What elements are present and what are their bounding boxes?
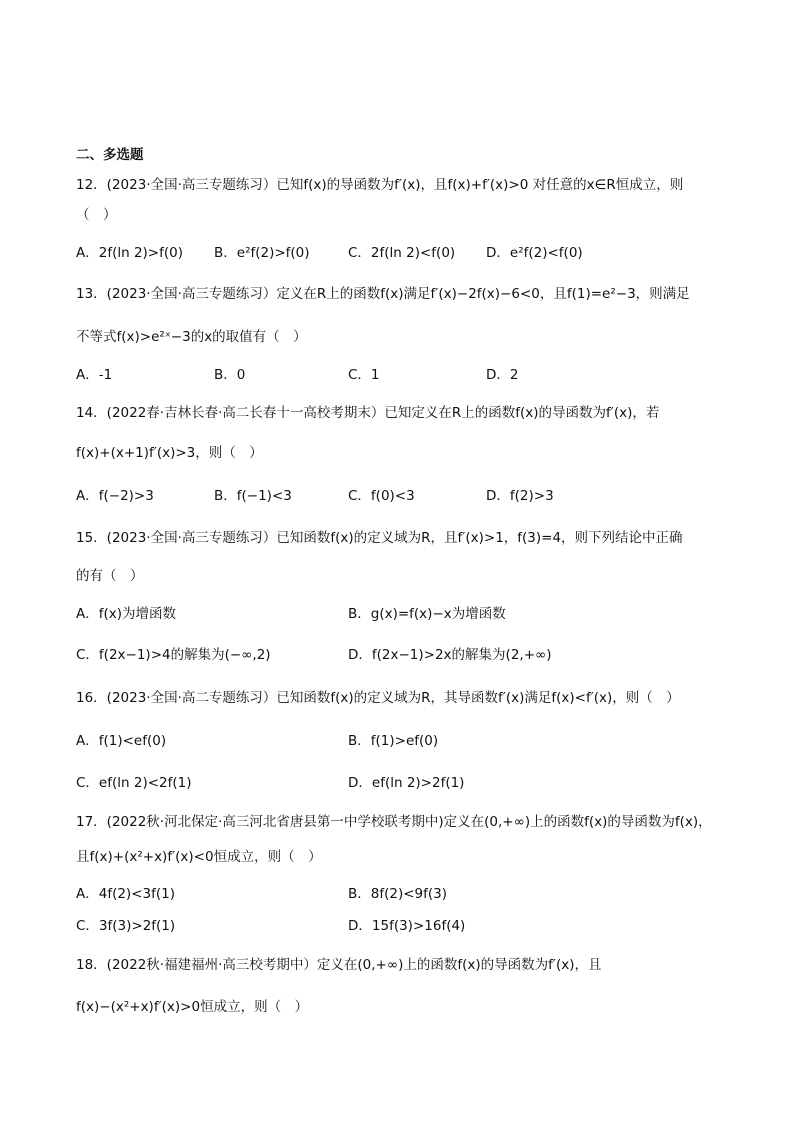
question-12-option-a: A．2f(ln 2)>f(0) <box>76 245 183 261</box>
question-13-stem: 13．(2023·全国·高三专题练习）定义在R上的函数f(x)满足f′(x)−2f(x)−6<0，且f(1)=e²−3，则满足 <box>76 286 690 302</box>
question-15-option-b: B．g(x)=f(x)−x为增函数 <box>348 606 506 622</box>
question-17-option-d: D．15f(3)>16f(4) <box>348 918 466 934</box>
question-13-stem-cont: 不等式f(x)>e²ˣ−3的x的取值有（ ） <box>76 329 307 345</box>
question-14-option-a: A．f(−2)>3 <box>76 488 154 504</box>
question-15-stem-cont: 的有（ ） <box>76 568 144 584</box>
question-16-option-b: B．f(1)>ef(0) <box>348 733 439 749</box>
question-17-option-a: A．4f(2)<3f(1) <box>76 886 175 902</box>
question-13-option-a: A．-1 <box>76 367 113 383</box>
question-12-option-b: B．e²f(2)>f(0) <box>214 245 310 261</box>
question-12-stem-cont: （ ） <box>76 207 117 223</box>
question-15-option-d: D．f(2x−1)>2x的解集为(2,+∞) <box>348 647 552 663</box>
question-12-option-c: C．2f(ln 2)<f(0) <box>348 245 456 261</box>
question-17-option-c: C．3f(3)>2f(1) <box>76 918 176 934</box>
question-18-stem: 18．(2022秋·福建福州·高三校考期中）定义在(0,+∞)上的函数f(x)的导函数为f′(x)，且 <box>76 957 602 973</box>
section-title: 二、多选题 <box>76 147 144 163</box>
question-14-option-b: B．f(−1)<3 <box>214 488 292 504</box>
question-15-stem: 15．(2023·全国·高三专题练习）已知函数f(x)的定义域为R，且f′(x)>1，f(3)=4，则下列结论中正确 <box>76 530 683 546</box>
question-13-option-d: D．2 <box>486 367 519 383</box>
question-16-stem: 16．(2023·全国·高二专题练习）已知函数f(x)的定义域为R，其导函数f′(x)满足f(x)<f′(x)，则（ ） <box>76 690 680 706</box>
question-13-option-b: B．0 <box>214 367 246 383</box>
question-14-option-c: C．f(0)<3 <box>348 488 415 504</box>
question-13-option-c: C．1 <box>348 367 380 383</box>
question-18-stem-cont: f(x)−(x²+x)f′(x)>0恒成立，则（ ） <box>76 999 309 1015</box>
question-14-stem: 14．(2022春·吉林长春·高二长春十一高校考期末）已知定义在R上的函数f(x)的导函数为f′(x)，若 <box>76 405 660 421</box>
question-14-option-d: D．f(2)>3 <box>486 488 554 504</box>
question-15-option-a: A．f(x)为增函数 <box>76 606 177 622</box>
question-17-option-b: B．8f(2)<9f(3) <box>348 886 448 902</box>
question-17-stem: 17．(2022秋·河北保定·高三河北省唐县第一中学校联考期中)定义在(0,+∞)上的函数f(x)的导函数为f(x)， <box>76 814 712 830</box>
question-16-option-c: C．ef(ln 2)<2f(1) <box>76 775 192 791</box>
question-17-stem-cont: 且f(x)+(x²+x)f′(x)<0恒成立，则（ ） <box>76 849 322 865</box>
question-16-option-d: D．ef(ln 2)>2f(1) <box>348 775 465 791</box>
question-12-stem: 12．(2023·全国·高三专题练习）已知f(x)的导函数为f′(x)，且f(x)+f′(x)>0 对任意的x∈R恒成立，则 <box>76 177 684 193</box>
question-12-option-d: D．e²f(2)<f(0) <box>486 245 583 261</box>
question-16-option-a: A．f(1)<ef(0) <box>76 733 167 749</box>
question-15-option-c: C．f(2x−1)>4的解集为(−∞,2) <box>76 647 271 663</box>
question-14-stem-cont: f(x)+(x+1)f′(x)>3，则（ ） <box>76 445 263 461</box>
